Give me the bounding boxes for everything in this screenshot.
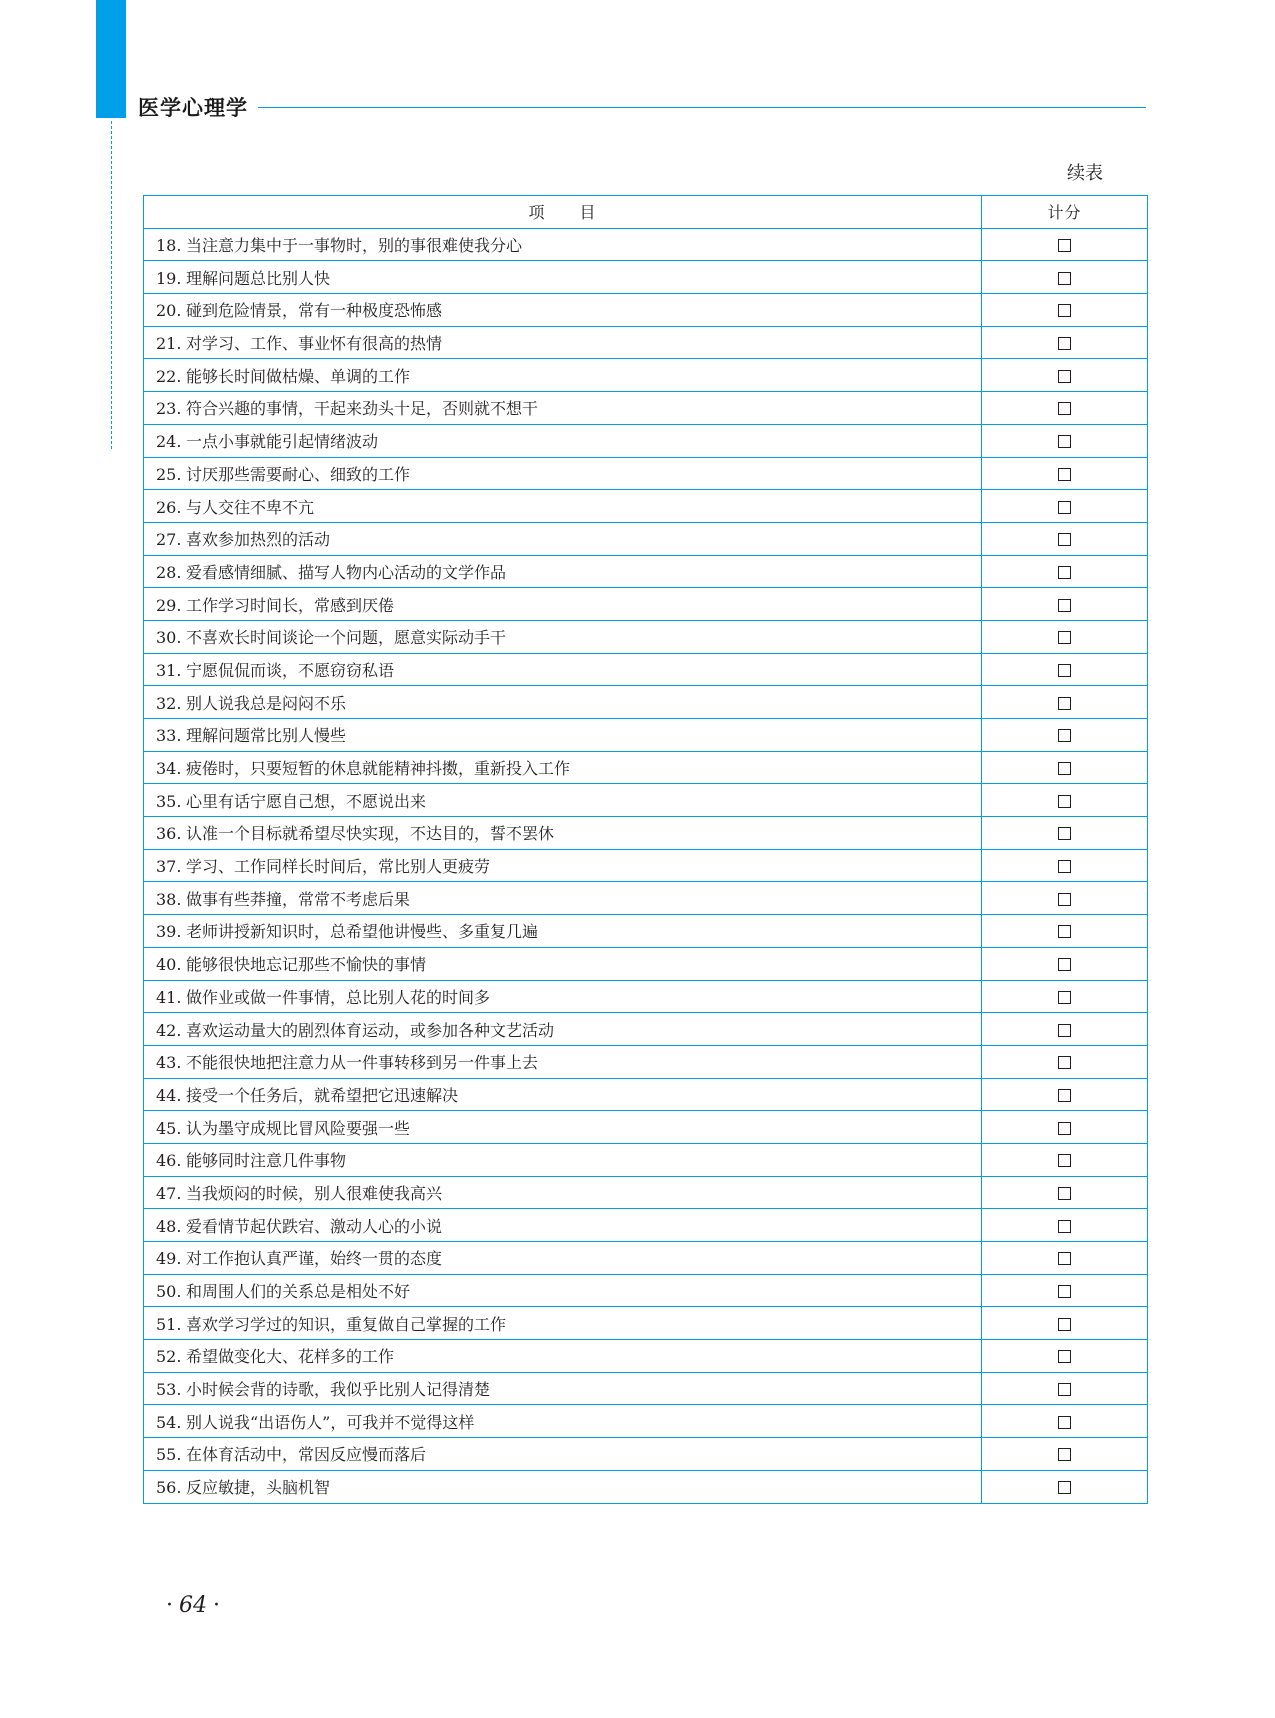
table-row [144,490,1148,523]
score-checkbox-icon[interactable] [1058,239,1071,252]
score-cell [982,490,1148,523]
score-checkbox-icon[interactable] [1058,1220,1071,1233]
table-row [144,882,1148,915]
item-number: 21. [156,334,182,354]
item-cell [144,261,982,294]
score-cell [982,817,1148,850]
score-checkbox-icon[interactable] [1058,762,1071,775]
score-checkbox-icon[interactable] [1058,468,1071,481]
table-row [144,1307,1148,1340]
book-title: 医学心理学 [138,96,248,120]
score-checkbox-icon[interactable] [1058,697,1071,710]
item-text: 喜欢参加热烈的活动 [186,530,331,550]
questionnaire-table [143,195,1148,1504]
item-cell [144,359,982,392]
score-checkbox-icon[interactable] [1058,1154,1071,1167]
item-number: 33. [156,726,182,746]
score-cell [982,424,1148,457]
score-cell [982,1045,1148,1078]
score-checkbox-icon[interactable] [1058,1285,1071,1298]
table-row [144,1242,1148,1275]
item-text: 疲倦时，只要短暂的休息就能精神抖擞，重新投入工作 [186,759,571,779]
item-text: 喜欢运动量大的剧烈体育运动，或参加各种文艺活动 [186,1020,555,1040]
item-number: 41. [156,987,182,1007]
score-cell [982,849,1148,882]
item-text: 能够长时间做枯燥、单调的工作 [186,366,411,386]
score-cell [982,915,1148,948]
score-cell [982,784,1148,817]
item-cell [144,522,982,555]
score-cell [982,1438,1148,1471]
item-number: 45. [156,1118,182,1138]
item-cell [144,751,982,784]
score-checkbox-icon[interactable] [1058,925,1071,938]
item-cell [144,490,982,523]
table-row [144,1111,1148,1144]
item-number: 48. [156,1216,182,1236]
item-cell [144,653,982,686]
table-row [144,1372,1148,1405]
score-checkbox-icon[interactable] [1058,272,1071,285]
score-cell [982,1209,1148,1242]
table-row [144,392,1148,425]
table-row [144,1078,1148,1111]
table-row [144,686,1148,719]
item-cell [144,1470,982,1503]
column-header-score: 计分 [982,196,1148,229]
item-cell [144,620,982,653]
score-checkbox-icon[interactable] [1058,795,1071,808]
item-cell [144,1307,982,1340]
score-cell [982,980,1148,1013]
score-cell [982,1078,1148,1111]
item-number: 53. [156,1380,182,1400]
item-number: 22. [156,366,182,386]
item-text: 不能很快地把注意力从一件事转移到另一件事上去 [186,1053,539,1073]
table-row [144,555,1148,588]
item-cell [144,588,982,621]
score-checkbox-icon[interactable] [1058,893,1071,906]
item-text: 对工作抱认真严谨，始终一贯的态度 [186,1249,443,1269]
table-row [144,1274,1148,1307]
table-row [144,1045,1148,1078]
score-cell [982,653,1148,686]
item-number: 29. [156,595,182,615]
item-cell [144,555,982,588]
item-number: 43. [156,1053,182,1073]
item-cell [144,1078,982,1111]
item-number: 31. [156,660,182,680]
item-text: 做事有些莽撞，常常不考虑后果 [186,889,411,909]
score-cell [982,1307,1148,1340]
item-number: 18. [156,236,182,256]
item-text: 讨厌那些需要耐心、细致的工作 [186,464,411,484]
side-dashed-line [111,121,112,449]
item-number: 23. [156,399,182,419]
item-number: 32. [156,693,182,713]
item-cell [144,1405,982,1438]
item-text: 老师讲授新知识时，总希望他讲慢些、多重复几遍 [186,922,539,942]
item-text: 当我烦闷的时候，别人很难使我高兴 [186,1183,443,1203]
score-checkbox-icon[interactable] [1058,664,1071,677]
score-cell [982,1405,1148,1438]
table-row [144,980,1148,1013]
score-cell [982,686,1148,719]
item-cell [144,228,982,261]
item-text: 不喜欢长时间谈论一个问题，愿意实际动手干 [186,628,507,648]
table-row [144,588,1148,621]
item-cell [144,1274,982,1307]
item-text: 能够同时注意几件事物 [186,1151,347,1171]
table-row [144,359,1148,392]
score-cell [982,294,1148,327]
score-cell [982,457,1148,490]
item-text: 别人说我“出语伤人”，可我并不觉得这样 [186,1412,475,1432]
table-row [144,1013,1148,1046]
score-checkbox-icon[interactable] [1058,631,1071,644]
item-cell [144,326,982,359]
header-rule [258,107,1146,108]
score-checkbox-icon[interactable] [1058,370,1071,383]
item-number: 30. [156,628,182,648]
score-cell [982,1013,1148,1046]
table-row [144,947,1148,980]
score-cell [982,1372,1148,1405]
table-row [144,1405,1148,1438]
score-checkbox-icon[interactable] [1058,501,1071,514]
score-cell [982,522,1148,555]
item-text: 能够很快地忘记那些不愉快的事情 [186,955,427,975]
item-text: 别人说我总是闷闷不乐 [186,693,347,713]
column-header-item: 项 目 [144,196,982,229]
item-number: 20. [156,301,182,321]
table-row [144,1209,1148,1242]
item-number: 54. [156,1412,182,1432]
item-number: 24. [156,432,182,452]
score-checkbox-icon[interactable] [1058,304,1071,317]
item-cell [144,1143,982,1176]
continued-table-label: 续表 [1067,163,1103,184]
item-text: 学习、工作同样长时间后，常比别人更疲劳 [186,857,491,877]
score-checkbox-icon[interactable] [1058,1481,1071,1494]
score-checkbox-icon[interactable] [1058,1056,1071,1069]
score-cell [982,947,1148,980]
item-text: 理解问题总比别人快 [186,268,331,288]
item-text: 对学习、工作、事业怀有很高的热情 [186,334,443,354]
score-checkbox-icon[interactable] [1058,533,1071,546]
item-text: 宁愿侃侃而谈，不愿窃窃私语 [186,660,395,680]
table-row [144,1470,1148,1503]
item-cell [144,915,982,948]
score-cell [982,882,1148,915]
item-cell [144,1176,982,1209]
item-number: 38. [156,889,182,909]
item-number: 34. [156,759,182,779]
item-cell [144,719,982,752]
table-row [144,620,1148,653]
score-cell [982,359,1148,392]
score-cell [982,719,1148,752]
score-checkbox-icon[interactable] [1058,1024,1071,1037]
item-number: 40. [156,955,182,975]
item-text: 和周围人们的关系总是相处不好 [186,1282,411,1302]
score-checkbox-icon[interactable] [1058,599,1071,612]
item-cell [144,1013,982,1046]
score-cell [982,1470,1148,1503]
score-checkbox-icon[interactable] [1058,1383,1071,1396]
table-row [144,653,1148,686]
item-cell [144,947,982,980]
score-checkbox-icon[interactable] [1058,1350,1071,1363]
item-number: 36. [156,824,182,844]
item-cell [144,392,982,425]
table-row [144,719,1148,752]
item-cell [144,784,982,817]
score-checkbox-icon[interactable] [1058,435,1071,448]
score-cell [982,326,1148,359]
item-cell [144,294,982,327]
score-checkbox-icon[interactable] [1058,1187,1071,1200]
score-checkbox-icon[interactable] [1058,860,1071,873]
item-text: 在体育活动中，常因反应慢而落后 [186,1445,427,1465]
item-text: 当注意力集中于一事物时，别的事很难使我分心 [186,236,523,256]
score-cell [982,228,1148,261]
item-cell [144,1242,982,1275]
table-row [144,1340,1148,1373]
item-cell [144,686,982,719]
page-number [160,1591,226,1621]
item-number: 26. [156,497,182,517]
score-checkbox-icon[interactable] [1058,1448,1071,1461]
item-number: 50. [156,1282,182,1302]
item-cell [144,1045,982,1078]
item-cell [144,457,982,490]
score-cell [982,751,1148,784]
item-cell [144,882,982,915]
score-checkbox-icon[interactable] [1058,958,1071,971]
score-checkbox-icon[interactable] [1058,337,1071,350]
score-checkbox-icon[interactable] [1058,402,1071,415]
item-text: 一点小事就能引起情绪波动 [186,432,379,452]
table-row [144,326,1148,359]
table-row [144,1176,1148,1209]
item-number: 46. [156,1151,182,1171]
item-text: 符合兴趣的事情，干起来劲头十足，否则就不想干 [186,399,539,419]
page-dot-right: · [213,1593,220,1618]
score-cell [982,261,1148,294]
item-cell [144,980,982,1013]
score-cell [982,1143,1148,1176]
item-number: 49. [156,1249,182,1269]
score-checkbox-icon[interactable] [1058,1089,1071,1102]
table-row [144,522,1148,555]
item-text: 心里有话宁愿自己想，不愿说出来 [186,791,427,811]
table-row [144,915,1148,948]
item-text: 与人交往不卑不亢 [186,497,315,517]
page-dot-left: · [166,1593,173,1618]
item-text: 爱看感情细腻、描写人物内心活动的文学作品 [186,562,507,582]
item-cell [144,849,982,882]
table-row [144,228,1148,261]
item-text: 反应敏捷，头脑机智 [186,1478,331,1498]
score-cell [982,555,1148,588]
item-number: 51. [156,1314,182,1334]
item-text: 认准一个目标就希望尽快实现，不达目的，誓不罢休 [186,824,555,844]
item-text: 接受一个任务后，就希望把它迅速解决 [186,1085,459,1105]
item-number: 47. [156,1183,182,1203]
item-number: 19. [156,268,182,288]
item-text: 希望做变化大、花样多的工作 [186,1347,395,1367]
score-cell [982,1274,1148,1307]
item-number: 28. [156,562,182,582]
item-text: 做作业或做一件事情，总比别人花的时间多 [186,987,491,1007]
item-cell [144,1438,982,1471]
item-text: 理解问题常比别人慢些 [186,726,347,746]
table-header-row [144,196,1148,229]
item-number: 42. [156,1020,182,1040]
item-text: 碰到危险情景，常有一种极度恐怖感 [186,301,443,321]
item-text: 爱看情节起伏跌宕、激动人心的小说 [186,1216,443,1236]
item-text: 工作学习时间长，常感到厌倦 [186,595,395,615]
score-cell [982,1176,1148,1209]
score-cell [982,392,1148,425]
item-number: 35. [156,791,182,811]
table-row [144,1438,1148,1471]
table-row [144,294,1148,327]
table-row [144,261,1148,294]
item-text: 认为墨守成规比冒风险要强一些 [186,1118,411,1138]
table-row [144,849,1148,882]
score-checkbox-icon[interactable] [1058,1318,1071,1331]
side-accent-bar [96,0,126,118]
page-number-value: 64 [179,1593,207,1618]
item-cell [144,1340,982,1373]
table-row [144,424,1148,457]
item-number: 37. [156,857,182,877]
item-cell [144,1372,982,1405]
item-number: 44. [156,1085,182,1105]
score-checkbox-icon[interactable] [1058,991,1071,1004]
score-checkbox-icon[interactable] [1058,1252,1071,1265]
item-number: 56. [156,1478,182,1498]
score-checkbox-icon[interactable] [1058,1122,1071,1135]
score-checkbox-icon[interactable] [1058,1416,1071,1429]
table-row [144,457,1148,490]
item-cell [144,1209,982,1242]
score-checkbox-icon[interactable] [1058,827,1071,840]
score-cell [982,1242,1148,1275]
item-text: 喜欢学习学过的知识，重复做自己掌握的工作 [186,1314,507,1334]
item-number: 52. [156,1347,182,1367]
table-row [144,784,1148,817]
item-number: 25. [156,464,182,484]
item-cell [144,424,982,457]
item-cell [144,817,982,850]
item-number: 27. [156,530,182,550]
item-number: 39. [156,922,182,942]
item-text: 小时候会背的诗歌，我似乎比别人记得清楚 [186,1380,491,1400]
score-cell [982,1111,1148,1144]
item-cell [144,1111,982,1144]
score-checkbox-icon[interactable] [1058,729,1071,742]
score-cell [982,588,1148,621]
score-checkbox-icon[interactable] [1058,566,1071,579]
score-cell [982,620,1148,653]
table-row [144,817,1148,850]
score-cell [982,1340,1148,1373]
item-number: 55. [156,1445,182,1465]
table-row [144,1143,1148,1176]
table-row [144,751,1148,784]
